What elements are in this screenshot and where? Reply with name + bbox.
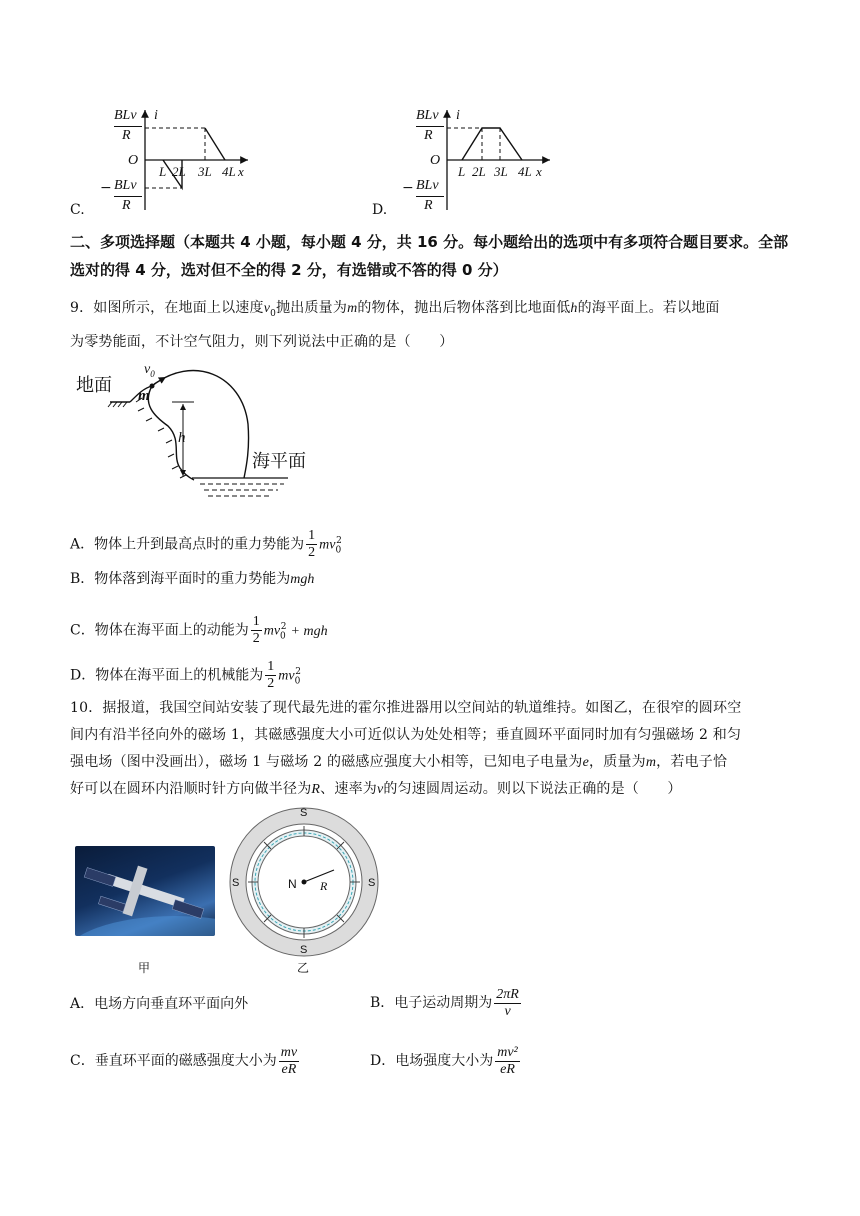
q10-option-d[interactable]: D．电场强度大小为 $\frac{\text{mv²}}{eR}$ (370, 1044, 518, 1077)
graph-d-top-num: BLv (416, 108, 439, 123)
q10-stem-line2: 间内有沿半径向外的磁场 1，其磁感强度大小可近似认为处处相等；垂直圆环平面同时加有匀强磁场 2 和匀 (70, 727, 742, 743)
graph-d-tick-2: 2L (472, 164, 486, 179)
q10-option-b[interactable]: B．电子运动周期为 $\frac{2\pi R}{v}$ (370, 986, 519, 1019)
graph-c-tick-1: L (159, 164, 167, 179)
graph-c-top-num: BLv (114, 108, 137, 123)
q9-option-b[interactable]: B．物体落到海平面时的重力势能为mgh (70, 571, 315, 587)
q9-figure (72, 364, 322, 504)
graph-d-tick-4: 4L (518, 164, 532, 179)
graph-d-top-den: R (424, 128, 433, 143)
q10-option-a[interactable]: A．电场方向垂直环平面向外 (70, 996, 249, 1012)
ring-s-left: S (232, 877, 240, 889)
graph-c-axis-x: x (238, 164, 244, 179)
q9-figure-v0-label: $v_0$ (144, 362, 155, 379)
q10-stem-line3: 强电场（图中没画出），磁场 1 与磁场 2 的磁感应强度大小相等，已知电子电量为e，质量为m，若电子恰 (70, 754, 728, 770)
graph-c-bot-den: R (122, 198, 131, 213)
q9-option-d[interactable]: D．物体在海平面上的机械能为 $\frac{1}{2}$ $mv_0^2$ (70, 659, 302, 692)
graph-d-origin: O (430, 153, 441, 168)
ring-diagram-svg (228, 806, 380, 958)
ring-s-top: S (300, 807, 308, 819)
q9-figure-sea-label: 海平面 (252, 451, 306, 472)
q9-option-c[interactable]: C．物体在海平面上的动能为 $\frac{1}{2}$ $mv_0^2$ + mgh (70, 614, 328, 647)
graph-c-svg (70, 104, 270, 216)
graph-d-label: D. (372, 202, 388, 218)
space-station-photo (75, 846, 215, 936)
graph-c-origin: O (128, 153, 139, 168)
ring-r-label: R (320, 879, 328, 893)
figure-label-yi: 乙 (297, 961, 310, 975)
q10-option-c[interactable]: C．垂直环平面的磁感强度大小为 $\frac{mv}{eR}$ (70, 1044, 298, 1077)
q9-figure-h-label: h (178, 430, 186, 446)
section-heading: 二、多项选择题（本题共 4 小题，每小题 4 分，共 16 分。每小题给出的选项中有多项符合题目要求。全部选对的得 4 分，选对但不全的得 2 分，有选错或不答的得 0 分） (70, 233, 789, 279)
ring-s-bottom: S (300, 944, 308, 956)
space-station-illustration (75, 846, 215, 936)
graph-c-bot-num: BLv (114, 178, 137, 193)
graph-d-bot-num: BLv (416, 178, 439, 193)
graph-c-tick-2: 2L (172, 164, 186, 179)
q9-option-a[interactable]: A．物体上升到最高点时的重力势能为 $\frac{1}{2}$ $mv_0^2$ (70, 528, 342, 561)
graph-d-tick-3: 3L (494, 164, 508, 179)
graph-c: BLv R i O L 2L 3L 4L x − BLv R C. (70, 104, 270, 216)
ring-n-center: N (288, 877, 297, 891)
ring-diagram (228, 806, 380, 958)
ring-s-right: S (368, 877, 376, 889)
graph-d-tick-1: L (458, 164, 466, 179)
graph-c-label: C. (70, 202, 85, 218)
q9-stem-line2: 为零势能面，不计空气阻力，则下列说法中正确的是（ ） (70, 334, 454, 350)
graph-d-svg (372, 104, 572, 216)
graph-c-tick-4: 4L (222, 164, 236, 179)
q9-option-a-frac: $\frac{1}{2}$ (308, 528, 316, 561)
graph-c-tick-3: 3L (198, 164, 212, 179)
q10-stem-line4: 好可以在圆环内沿顺时针方向做半径为R、速率为v的匀速圆周运动。则以下说法正确的是（ ） (70, 781, 682, 797)
graph-d: BLv R i O L 2L 3L 4L x − BLv R D. (372, 104, 572, 216)
graph-c-top-den: R (122, 128, 131, 143)
q10-stem-line1: 10．据报道，我国空间站安装了现代最先进的霍尔推进器用以空间站的轨道维持。如图乙，在很窄的圆环空 (70, 700, 742, 716)
figure-label-jia: 甲 (138, 961, 151, 975)
graph-c-axis-i: i (154, 108, 158, 123)
graph-d-axis-x: x (536, 164, 542, 179)
q9-figure-ground-label: 地面 (76, 375, 112, 396)
q9-stem-line1: 9．如图所示，在地面上以速度$v_0$抛出质量为m的物体，抛出后物体落到比地面低h的海平面上。若以地面 (70, 300, 720, 319)
graph-d-axis-i: i (456, 108, 460, 123)
graph-d-bot-den: R (424, 198, 433, 213)
q9-figure-m-label: m (138, 388, 150, 404)
